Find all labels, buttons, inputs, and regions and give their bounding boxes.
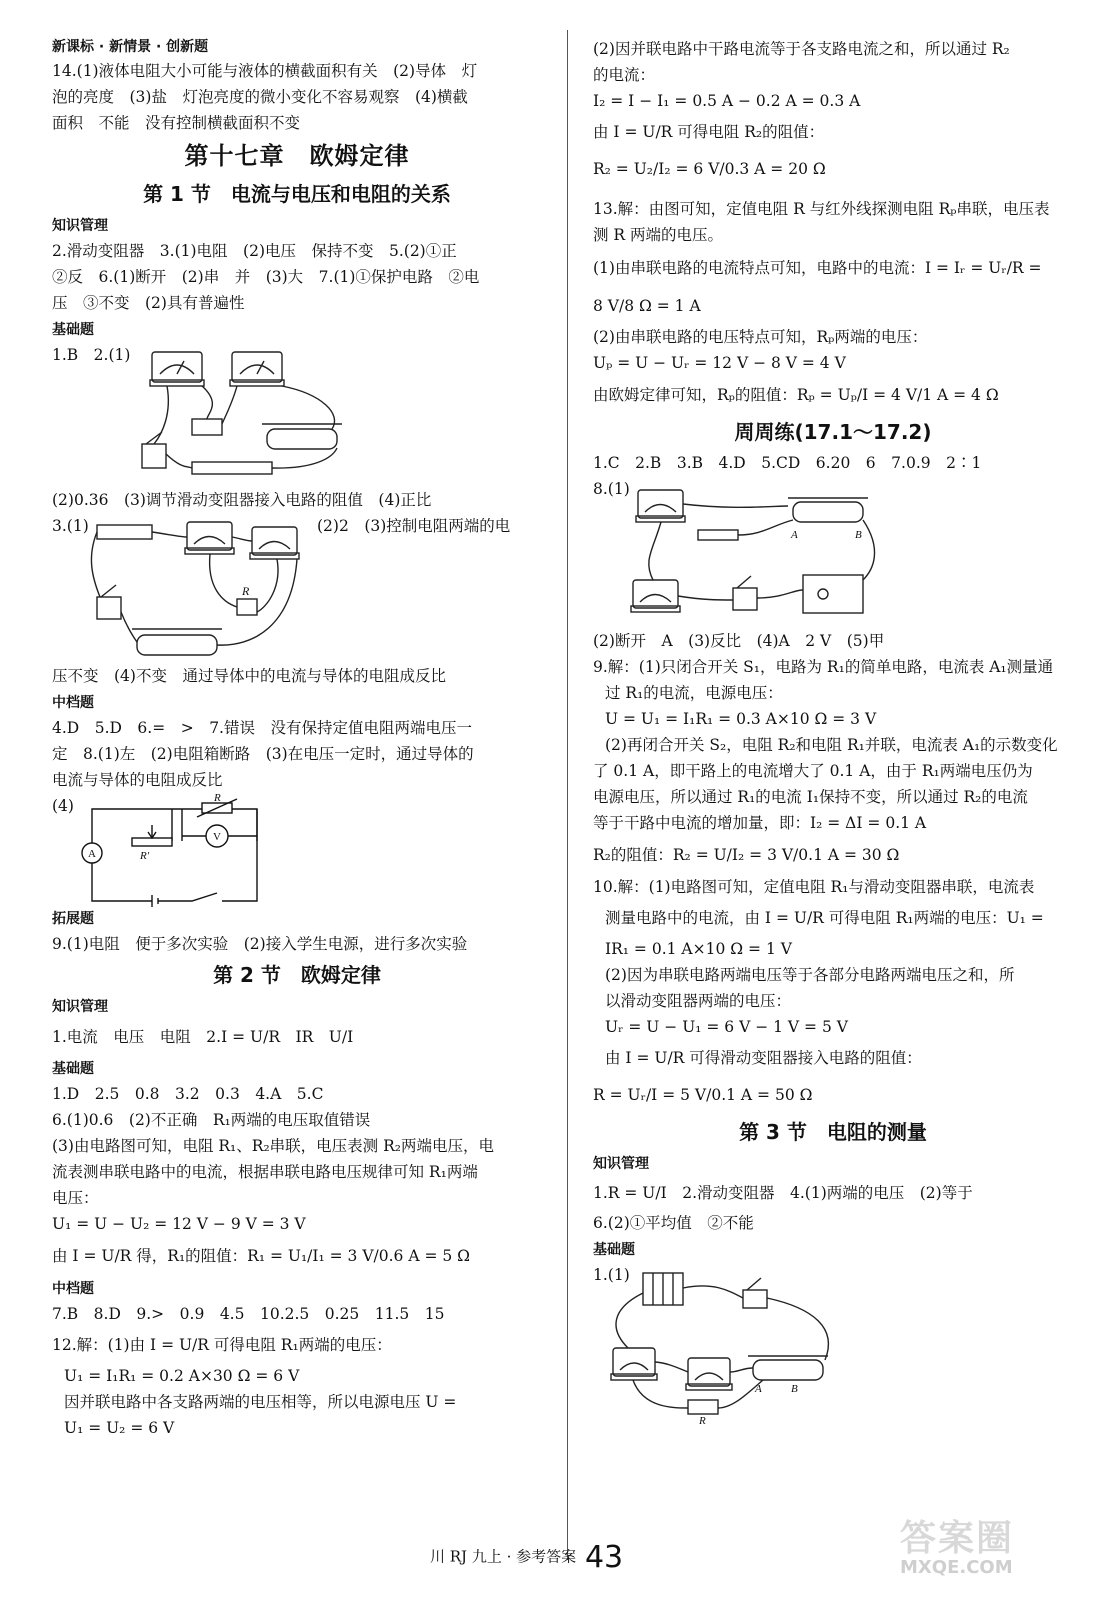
- terminal-a-label: A: [755, 1383, 762, 1395]
- answer-line: 8.(1): [593, 480, 630, 498]
- voltmeter-label: V: [213, 831, 221, 843]
- answer-line: 4.D 5.D 6.= > 7.错误 没有保持定值电阻两端电压一: [52, 719, 472, 737]
- subheading: 基础题: [593, 1242, 635, 1258]
- circuit-diagram-q3: [92, 517, 312, 662]
- answer-line: (2)由串联电路的电压特点可知，Rₚ两端的电压：: [593, 328, 928, 346]
- answer-line: Uₚ = U − Uᵣ = 12 V − 8 V = 4 V: [593, 354, 846, 372]
- answer-line: 9.(1)电阻 便于多次实验 (2)接入学生电源，进行多次实验: [52, 935, 468, 953]
- circuit-diagram-w8: [623, 480, 883, 620]
- answer-line: U₁ = U₂ = 6 V: [64, 1419, 175, 1437]
- answer-line: 1.电流 电压 电阻 2.I = U/R IR U/I: [52, 1028, 354, 1046]
- answer-line: 的电流：: [593, 66, 656, 84]
- answer-line: 由 I = U/R 得，R₁的阻值：R₁ = U₁/I₁ = 3 V/0.6 A = 5 Ω: [52, 1247, 471, 1265]
- answer-line: 8 V/8 Ω = 1 A: [593, 297, 701, 315]
- rheostat-label: R′: [140, 850, 150, 862]
- answer-line: 12.解：(1)由 I = U/R 可得电阻 R₁两端的电压：: [52, 1336, 392, 1354]
- subheading: 基础题: [52, 322, 94, 338]
- section-title: 第 1 节 电流与电压和电阻的关系: [143, 182, 451, 206]
- subheading: 知识管理: [52, 218, 108, 234]
- section-title: 第 3 节 电阻的测量: [739, 1120, 927, 1144]
- circuit-diagram-q2: [132, 344, 372, 479]
- answer-line: 由欧姆定律可知，Rₚ的阻值：Rₚ = Uₚ/I = 4 V/1 A = 4 Ω: [593, 386, 999, 404]
- subheading: 基础题: [52, 1061, 94, 1077]
- watermark-bottom: MXQE.COM: [900, 1557, 1013, 1578]
- answer-line: (2)断开 A (3)反比 (4)A 2 V (5)甲: [593, 632, 885, 650]
- answer-line: 泡的亮度 (3)盐 灯泡亮度的微小变化不容易观察 (4)横截: [52, 88, 468, 106]
- answer-line: U₁ = I₁R₁ = 0.2 A×30 Ω = 6 V: [64, 1367, 300, 1385]
- subheading: 中档题: [52, 1281, 94, 1297]
- answer-line: 1.R = U/I 2.滑动变阻器 4.(1)两端的电压 (2)等于: [593, 1184, 973, 1202]
- answer-line: 压 ③不变 (2)具有普遍性: [52, 294, 245, 312]
- column-divider: [567, 30, 568, 1560]
- answer-line: ②反 6.(1)断开 (2)串 并 (3)大 7.(1)①保护电路 ②电: [52, 268, 480, 286]
- answer-line: 13.解：由图可知，定值电阻 R 与红外线探测电阻 Rₚ串联，电压表: [593, 200, 1050, 218]
- answer-line: 面积 不能 没有控制横截面积不变: [52, 114, 301, 132]
- answer-line: 14.(1)液体电阻大小可能与液体的横截面积有关 (2)导体 灯: [52, 62, 478, 80]
- answer-line: 6.(1)0.6 (2)不正确 R₁两端的电压取值错误: [52, 1111, 371, 1129]
- answer-line: 测 R 两端的电压。: [593, 226, 724, 244]
- q8-4-block: [52, 793, 542, 905]
- answer-line: 以滑动变阻器两端的电压：: [605, 992, 792, 1010]
- terminal-b-label: B: [855, 529, 862, 541]
- resistor-label: R: [242, 584, 250, 598]
- answer-line: IR₁ = 0.1 A×10 Ω = 1 V: [605, 940, 792, 958]
- answer-line: 等于干路中电流的增加量，即：I₂ = ΔI = 0.1 A: [593, 814, 927, 832]
- right-column: [593, 36, 1073, 1426]
- watermark-logo: [900, 1510, 1070, 1590]
- answer-line: (2)2 (3)控制电阻两端的电: [317, 517, 511, 535]
- answer-line: (1)由串联电路的电流特点可知，电路中的电流：I = Iᵣ = Uᵣ/R =: [593, 259, 1042, 277]
- answer-line: 电源电压，所以通过 R₁的电流 I₁保持不变，所以通过 R₂的电流: [593, 788, 1028, 806]
- left-column: [52, 36, 542, 1441]
- answer-line: 定 8.(1)左 (2)电阻箱断路 (3)在电压一定时，通过导体的: [52, 745, 474, 763]
- answer-line: 6.(2)①平均值 ②不能: [593, 1214, 754, 1232]
- answer-line: 过 R₁的电流，电源电压：: [605, 684, 783, 702]
- answer-line: 了 0.1 A，即干路上的电流增大了 0.1 A，由于 R₁两端电压仍为: [593, 762, 1033, 780]
- answer-line: Uᵣ = U − U₁ = 6 V − 1 V = 5 V: [605, 1018, 848, 1036]
- q3-block: [52, 513, 542, 663]
- answer-line: U₁ = U − U₂ = 12 V − 9 V = 3 V: [52, 1215, 306, 1233]
- answer-line: U = U₁ = I₁R₁ = 0.3 A×10 Ω = 3 V: [605, 710, 877, 728]
- answer-line: 电压：: [52, 1189, 99, 1207]
- circuit-diagram-s3: [603, 1268, 843, 1427]
- answer-line: R₂ = U₂/I₂ = 6 V/0.3 A = 20 Ω: [593, 160, 826, 178]
- answer-line: 2.滑动变阻器 3.(1)电阻 (2)电压 保持不变 5.(2)①正: [52, 242, 457, 260]
- subheading: 拓展题: [52, 911, 94, 927]
- page-footer: [430, 1540, 623, 1575]
- chapter-title: 第十七章 欧姆定律: [184, 142, 410, 170]
- answer-line: 1.B 2.(1): [52, 346, 131, 364]
- answer-line: (2)0.36 (3)调节滑动变阻器接入电路的阻值 (4)正比: [52, 491, 432, 509]
- answer-line: I₂ = I − I₁ = 0.5 A − 0.2 A = 0.3 A: [593, 92, 861, 110]
- answer-line: 电流与导体的电阻成反比: [52, 771, 223, 789]
- resistor-label: R: [699, 1415, 706, 1427]
- watermark-top: 答案圈: [900, 1518, 1015, 1559]
- answer-line: 1.D 2.5 0.8 3.2 0.3 4.A 5.C: [52, 1085, 324, 1103]
- answer-line: 压不变 (4)不变 通过导体中的电流与导体的电阻成反比: [52, 667, 446, 685]
- answer-line: (2)因为串联电路两端电压等于各部分电路两端电压之和，所: [605, 966, 1015, 984]
- answer-line: 因并联电路中各支路两端的电压相等，所以电源电压 U =: [64, 1393, 457, 1411]
- answer-line: 1.C 2.B 3.B 4.D 5.CD 6.20 6 7.0.9 2∶1: [593, 454, 982, 472]
- answer-line: 由 I = U/R 可得滑动变阻器接入电路的阻值：: [605, 1049, 922, 1067]
- answer-line: (2)因并联电路中干路电流等于各支路电流之和，所以通过 R₂: [593, 40, 1010, 58]
- section-title: 周周练(17.1～17.2): [734, 420, 932, 444]
- answer-line: R = Uᵣ/I = 5 V/0.1 A = 50 Ω: [593, 1086, 813, 1104]
- subheading: 知识管理: [593, 1156, 649, 1172]
- ammeter-label: A: [88, 848, 96, 860]
- answer-line: (4): [52, 797, 74, 815]
- answer-line: 流表测串联电路中的电流，根据串联电路电压规律可知 R₁两端: [52, 1163, 478, 1181]
- answer-line: 9.解：(1)只闭合开关 S₁，电路为 R₁的简单电路，电流表 A₁测量通: [593, 658, 1054, 676]
- resistor-label: R: [214, 792, 221, 804]
- footer-text: 川 RJ 九上 · 参考答案: [430, 1547, 577, 1566]
- terminal-b-label: B: [791, 1383, 798, 1395]
- section-title: 第 2 节 欧姆定律: [213, 963, 381, 987]
- page-number: 43: [584, 1540, 624, 1575]
- answer-line: 测量电路中的电流，由 I = U/R 可得电阻 R₁两端的电压：U₁ =: [605, 909, 1044, 927]
- subheading: 知识管理: [52, 999, 108, 1015]
- answer-line: (2)再闭合开关 S₂，电阻 R₂和电阻 R₁并联，电流表 A₁的示数变化: [605, 736, 1058, 754]
- answer-line: 7.B 8.D 9.> 0.9 4.5 10.2.5 0.25 11.5 15: [52, 1305, 445, 1323]
- answer-line: 1.(1): [593, 1266, 630, 1284]
- terminal-a-label: A: [791, 529, 798, 541]
- answer-line: R₂的阻值：R₂ = U/I₂ = 3 V/0.1 A = 30 Ω: [593, 846, 900, 864]
- circuit-schematic: [72, 792, 262, 901]
- answer-line: (3)由电路图可知，电阻 R₁、R₂串联，电压表测 R₂两端电压，电: [52, 1137, 494, 1155]
- answer-line: 3.(1): [52, 517, 89, 535]
- series-header: 新课标 · 新情景 · 创新题: [52, 39, 209, 55]
- subheading: 中档题: [52, 695, 94, 711]
- answer-line: 由 I = U/R 可得电阻 R₂的阻值：: [593, 123, 825, 141]
- answer-line: 10.解：(1)电路图可知，定值电阻 R₁与滑动变阻器串联，电流表: [593, 878, 1035, 896]
